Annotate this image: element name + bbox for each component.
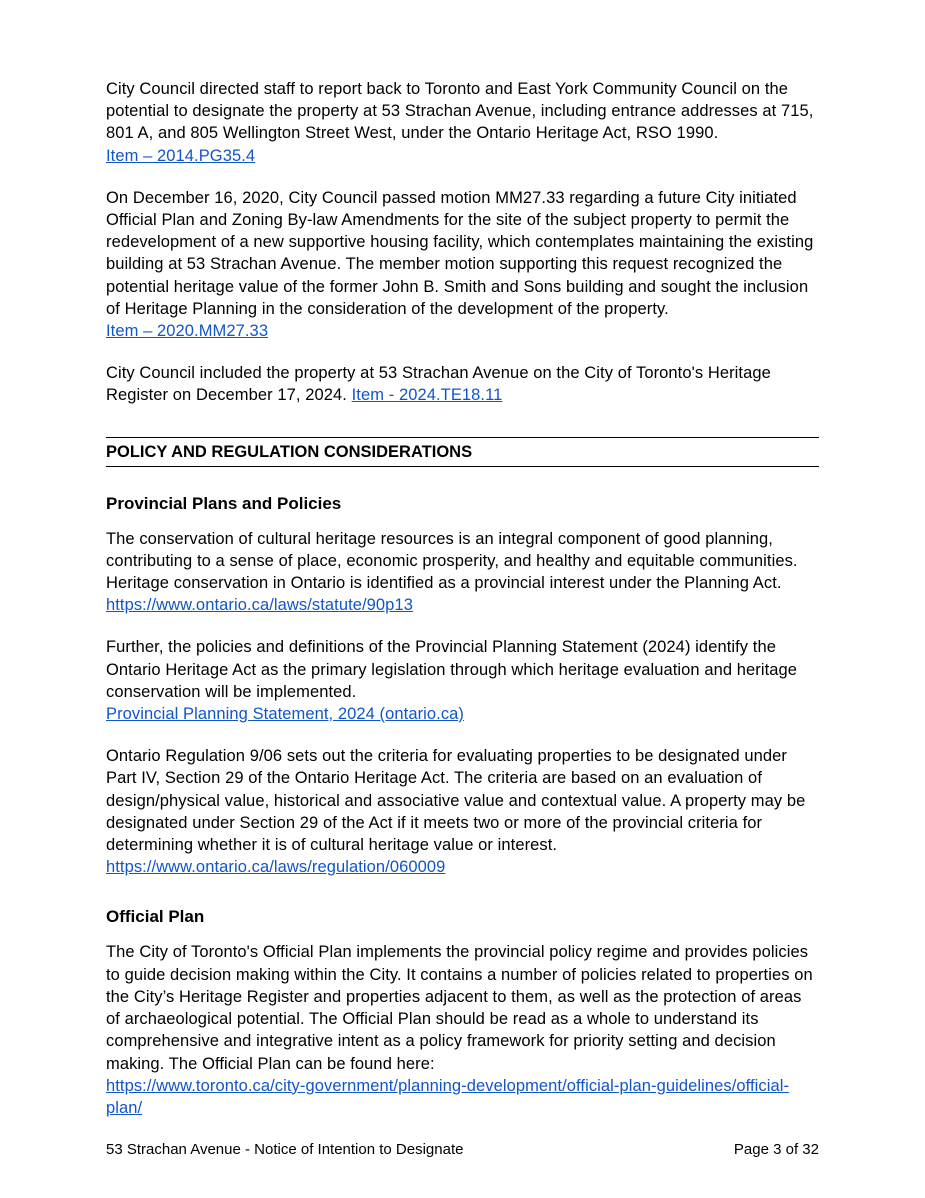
link-toronto-official-plan[interactable]: https://www.toronto.ca/city-government/planning-development/official-plan-guidelines/official-plan/ — [106, 1076, 790, 1117]
section-heading-container — [106, 437, 819, 467]
paragraph-provincial-planning-statement — [106, 636, 819, 725]
paragraph-text: The City of Toronto's Official Plan implements the provincial policy regime and provides policies to guide decision making within the City. It contains a number of policies related to properties on the City’s Heritage Register and properties adjacent to them, as well as the protection of areas of archaeological potential. The Official Plan should be read as a whole to understand its comprehensive and integrative intent as a policy framework for priority setting and decision making. The Official Plan can be found here: — [106, 943, 813, 1073]
link-item-2020-mm27-33[interactable]: Item – 2020.MM27.33 — [106, 322, 269, 341]
paragraph-text: City Council directed staff to report back to Toronto and East York Community Council on the potential to designate the property at 53 Strachan Avenue, including entrance addresses at 715, 801 A, and 805 Wellington Street West, under the Ontario Heritage Act, RSO 1990. — [106, 80, 814, 143]
link-item-2024-te18-11[interactable]: Item - 2024.TE18.11 — [351, 386, 503, 405]
section-heading-policy-regulation: POLICY AND REGULATION CONSIDERATIONS — [106, 442, 473, 461]
paragraph-heritage-register — [106, 362, 819, 406]
paragraph-text: On December 16, 2020, City Council passed motion MM27.33 regarding a future City initiated Official Plan and Zoning By-law Amendments for the site of the subject property to permit the redevelopment of a new supportive housing facility, which contemplates maintaining the existing building at 53 Strachan Avenue. The member motion supporting this request recognized the potential heritage value of the former John B. Smith and Sons building and sought the inclusion of Heritage Planning in the consideration of the development of the property. — [106, 188, 814, 318]
paragraph-mm27-33 — [106, 187, 819, 342]
footer-page-number: Page 3 of 32 — [733, 1141, 819, 1158]
link-ontario-regulation-060009[interactable]: https://www.ontario.ca/laws/regulation/060009 — [106, 858, 446, 877]
paragraph-ontario-regulation-9-06 — [106, 745, 819, 878]
paragraph-conservation-planning-act — [106, 528, 819, 617]
paragraph-text: City Council included the property at 53 Strachan Avenue on the City of Toronto's Heritage Register on December 17, 2024. — [106, 364, 771, 405]
paragraph-text: Further, the policies and definitions of the Provincial Planning Statement (2024) identify the Ontario Heritage Act as the primary legislation through which heritage evaluation and heritage conservation will be implemented. — [106, 638, 798, 701]
paragraph-council-direction — [106, 78, 819, 167]
link-item-2014-pg35-4[interactable]: Item – 2014.PG35.4 — [106, 146, 256, 165]
spacer — [106, 898, 819, 906]
paragraph-official-plan — [106, 941, 819, 1119]
link-ontario-planning-act[interactable]: https://www.ontario.ca/laws/statute/90p13 — [106, 596, 413, 615]
footer-document-title: 53 Strachan Avenue - Notice of Intention to Designate — [106, 1141, 464, 1158]
subheading-official-plan: Official Plan — [106, 907, 205, 927]
link-provincial-planning-statement-2024[interactable]: Provincial Planning Statement, 2024 (ontario.ca) — [106, 705, 464, 724]
page-footer — [106, 1140, 819, 1160]
paragraph-text: Ontario Regulation 9/06 sets out the criteria for evaluating properties to be designated under Part IV, Section 29 of the Ontario Heritage Act. The criteria are based on an evaluation of design/physical value, historical and associative value and contextual value. A property may be designated under Section 29 of the Act if it meets two or more of the provincial criteria for determining whether it is of cultural heritage value or interest. — [106, 747, 806, 855]
paragraph-text: The conservation of cultural heritage resources is an integral component of good planning, contributing to a sense of place, economic prosperity, and healthy and equitable communities. Heritage conservation in Ontario is identified as a provincial interest under the Planning Act. — [106, 529, 798, 593]
subheading-provincial-plans-policies: Provincial Plans and Policies — [106, 493, 342, 513]
